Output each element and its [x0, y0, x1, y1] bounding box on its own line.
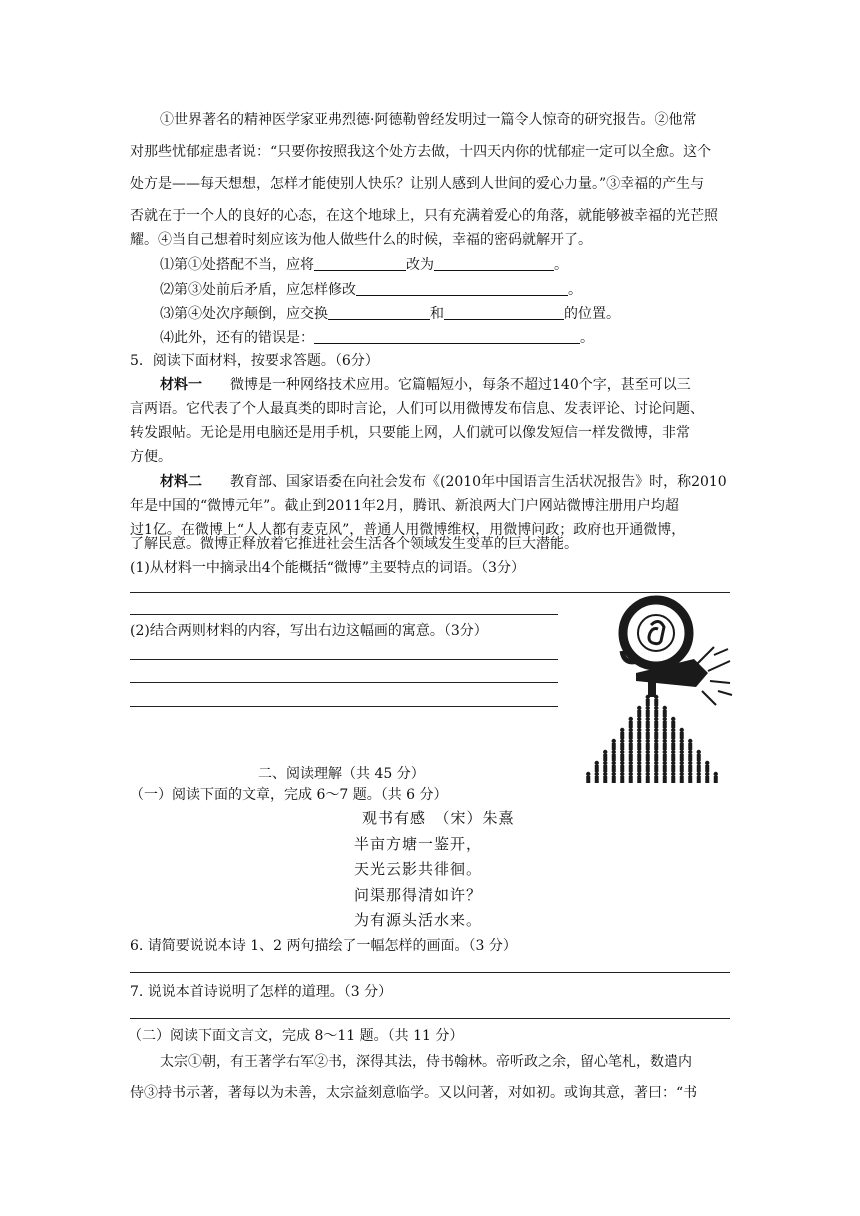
poem-title: 观书有感 （宋）朱熹	[362, 809, 515, 827]
part-1-heading: （一）阅读下面的文章，完成 6～7 题。（共 6 分）	[130, 787, 448, 803]
answer-line[interactable]	[130, 972, 730, 973]
part-2-heading: （二）阅读下面文言文，完成 8～11 题。（共 11 分）	[128, 1028, 464, 1044]
material-2-text: 教育部、国家语委在向社会发布《(2010年中国语言生活状况报告》时，称2010	[230, 474, 727, 490]
answer-line[interactable]	[130, 706, 558, 707]
answer-line[interactable]	[130, 592, 730, 593]
material-2-label: 材料二	[160, 474, 202, 490]
material-1-label: 材料一	[160, 377, 202, 393]
answer-blank[interactable]	[314, 256, 406, 271]
at-sign-megaphone-crowd-icon	[578, 595, 740, 785]
material-1-text: 微博是一种网络技术应用。它篇幅短小，每条不超过140个字，甚至可以三	[230, 377, 691, 393]
answer-blank[interactable]	[444, 305, 564, 320]
poem-line-3: 问渠那得清如许？	[354, 886, 483, 904]
sub-question-1-text: ⑴第①处搭配不当，应将	[160, 257, 314, 273]
material-2-line-2: 年是中国的“微博元年”。截止到2011年2月，腾讯、新浪两大门户网站微博注册用户均超	[130, 498, 679, 514]
passage-line-3: 处方是——每天想想，怎样才能使别人快乐？让别人感到人世间的爱心力量。”③幸福的产生与	[130, 176, 705, 192]
sub-question-1-end: 。	[554, 257, 568, 273]
sub-question-3-text-b: 和	[430, 306, 444, 322]
material-2-line-3: 过1亿。在微博上“人人都有麦克风”，普通人用微博维权，用微博问政；政府也开通微博，	[130, 522, 686, 538]
question-5-sub-2: (2)结合两则材料的内容，写出右边这幅画的寓意。（3分）	[130, 623, 488, 639]
sub-question-2-text: ⑵第③处前后矛盾，应怎样修改	[160, 282, 356, 298]
sub-question-2	[160, 280, 582, 300]
answer-line[interactable]	[130, 682, 558, 683]
answer-blank[interactable]	[356, 281, 568, 296]
question-6: 6. 请简要说说本诗 1、2 两句描绘了一幅怎样的画面。（3 分）	[130, 938, 517, 954]
section-2-heading: 二、阅读理解（共 45 分）	[258, 766, 425, 782]
material-1-line-2: 言两语。它代表了个人最真类的即时言论，人们可以用微博发布信息、发表评论、讨论问题、	[130, 401, 704, 417]
sub-question-2-end: 。	[568, 282, 582, 298]
material-2-line-4: 了解民意。微博正释放着它推进社会生活各个领域发生变革的巨大潜能。	[130, 536, 578, 552]
answer-blank[interactable]	[434, 256, 554, 271]
sub-question-1-text-b: 改为	[406, 257, 434, 273]
answer-line[interactable]	[130, 614, 558, 615]
classical-text-line-1: 太宗①朝，有王著学右军②书，深得其法，侍书翰林。帝听政之余，留心笔札，数遣内	[160, 1054, 692, 1070]
sub-question-3	[160, 304, 620, 324]
classical-text-line-2: 侍③持书示著，著每以为未善，太宗益刻意临学。又以问著，对如初。或询其意，著曰：“书	[130, 1085, 698, 1101]
poem-line-4: 为有源头活水来。	[354, 911, 483, 929]
answer-blank[interactable]	[314, 329, 580, 344]
answer-line[interactable]	[130, 659, 558, 660]
material-1-line-4: 方便。	[130, 449, 172, 465]
material-1-line-3: 转发跟帖。无论是用电脑还是用手机，只要能上网，人们就可以像发短信一样发微博，非常	[130, 425, 690, 441]
answer-line[interactable]	[130, 1018, 730, 1019]
question-7: 7. 说说本首诗说明了怎样的道理。（3 分）	[130, 984, 393, 1000]
poem-line-1: 半亩方塘一鉴开，	[354, 835, 483, 853]
sub-question-3-end: 的位置。	[564, 306, 620, 322]
sub-question-4-text: ⑷此外，还有的错误是：	[160, 330, 314, 346]
sub-question-3-text: ⑶第④处次序颠倒，应交换	[160, 306, 328, 322]
sub-question-1	[160, 255, 568, 275]
question-5-sub-1: (1)从材料一中摘录出4个能概括“微博”主要特点的词语。（3分）	[130, 560, 525, 576]
question-5-title: 5．阅读下面材料，按要求答题。（6分）	[130, 353, 379, 369]
passage-line-1: ①世界著名的精神医学家亚弗烈德·阿德勒曾经发明过一篇令人惊奇的研究报告。②他常	[160, 112, 697, 128]
sub-question-4-end: 。	[580, 330, 594, 346]
sub-question-4	[160, 328, 594, 348]
poem-line-2: 天光云影共徘徊。	[354, 860, 483, 878]
material-2-line-1	[160, 472, 727, 492]
passage-line-5: 耀。④当自己想着时刻应该为他人做些什么的时候，幸福的密码就解开了。	[130, 232, 592, 248]
passage-line-4: 否就在于一个人的良好的心态，在这个地球上，只有充满着爱心的角落，就能够被幸福的光芒照	[130, 208, 718, 224]
answer-blank[interactable]	[328, 305, 430, 320]
material-1-line-1	[160, 375, 691, 395]
passage-line-2: 对那些忧郁症患者说：“只要你按照我这个处方去做，十四天内你的忧郁症一定可以全愈。这个	[130, 144, 712, 160]
